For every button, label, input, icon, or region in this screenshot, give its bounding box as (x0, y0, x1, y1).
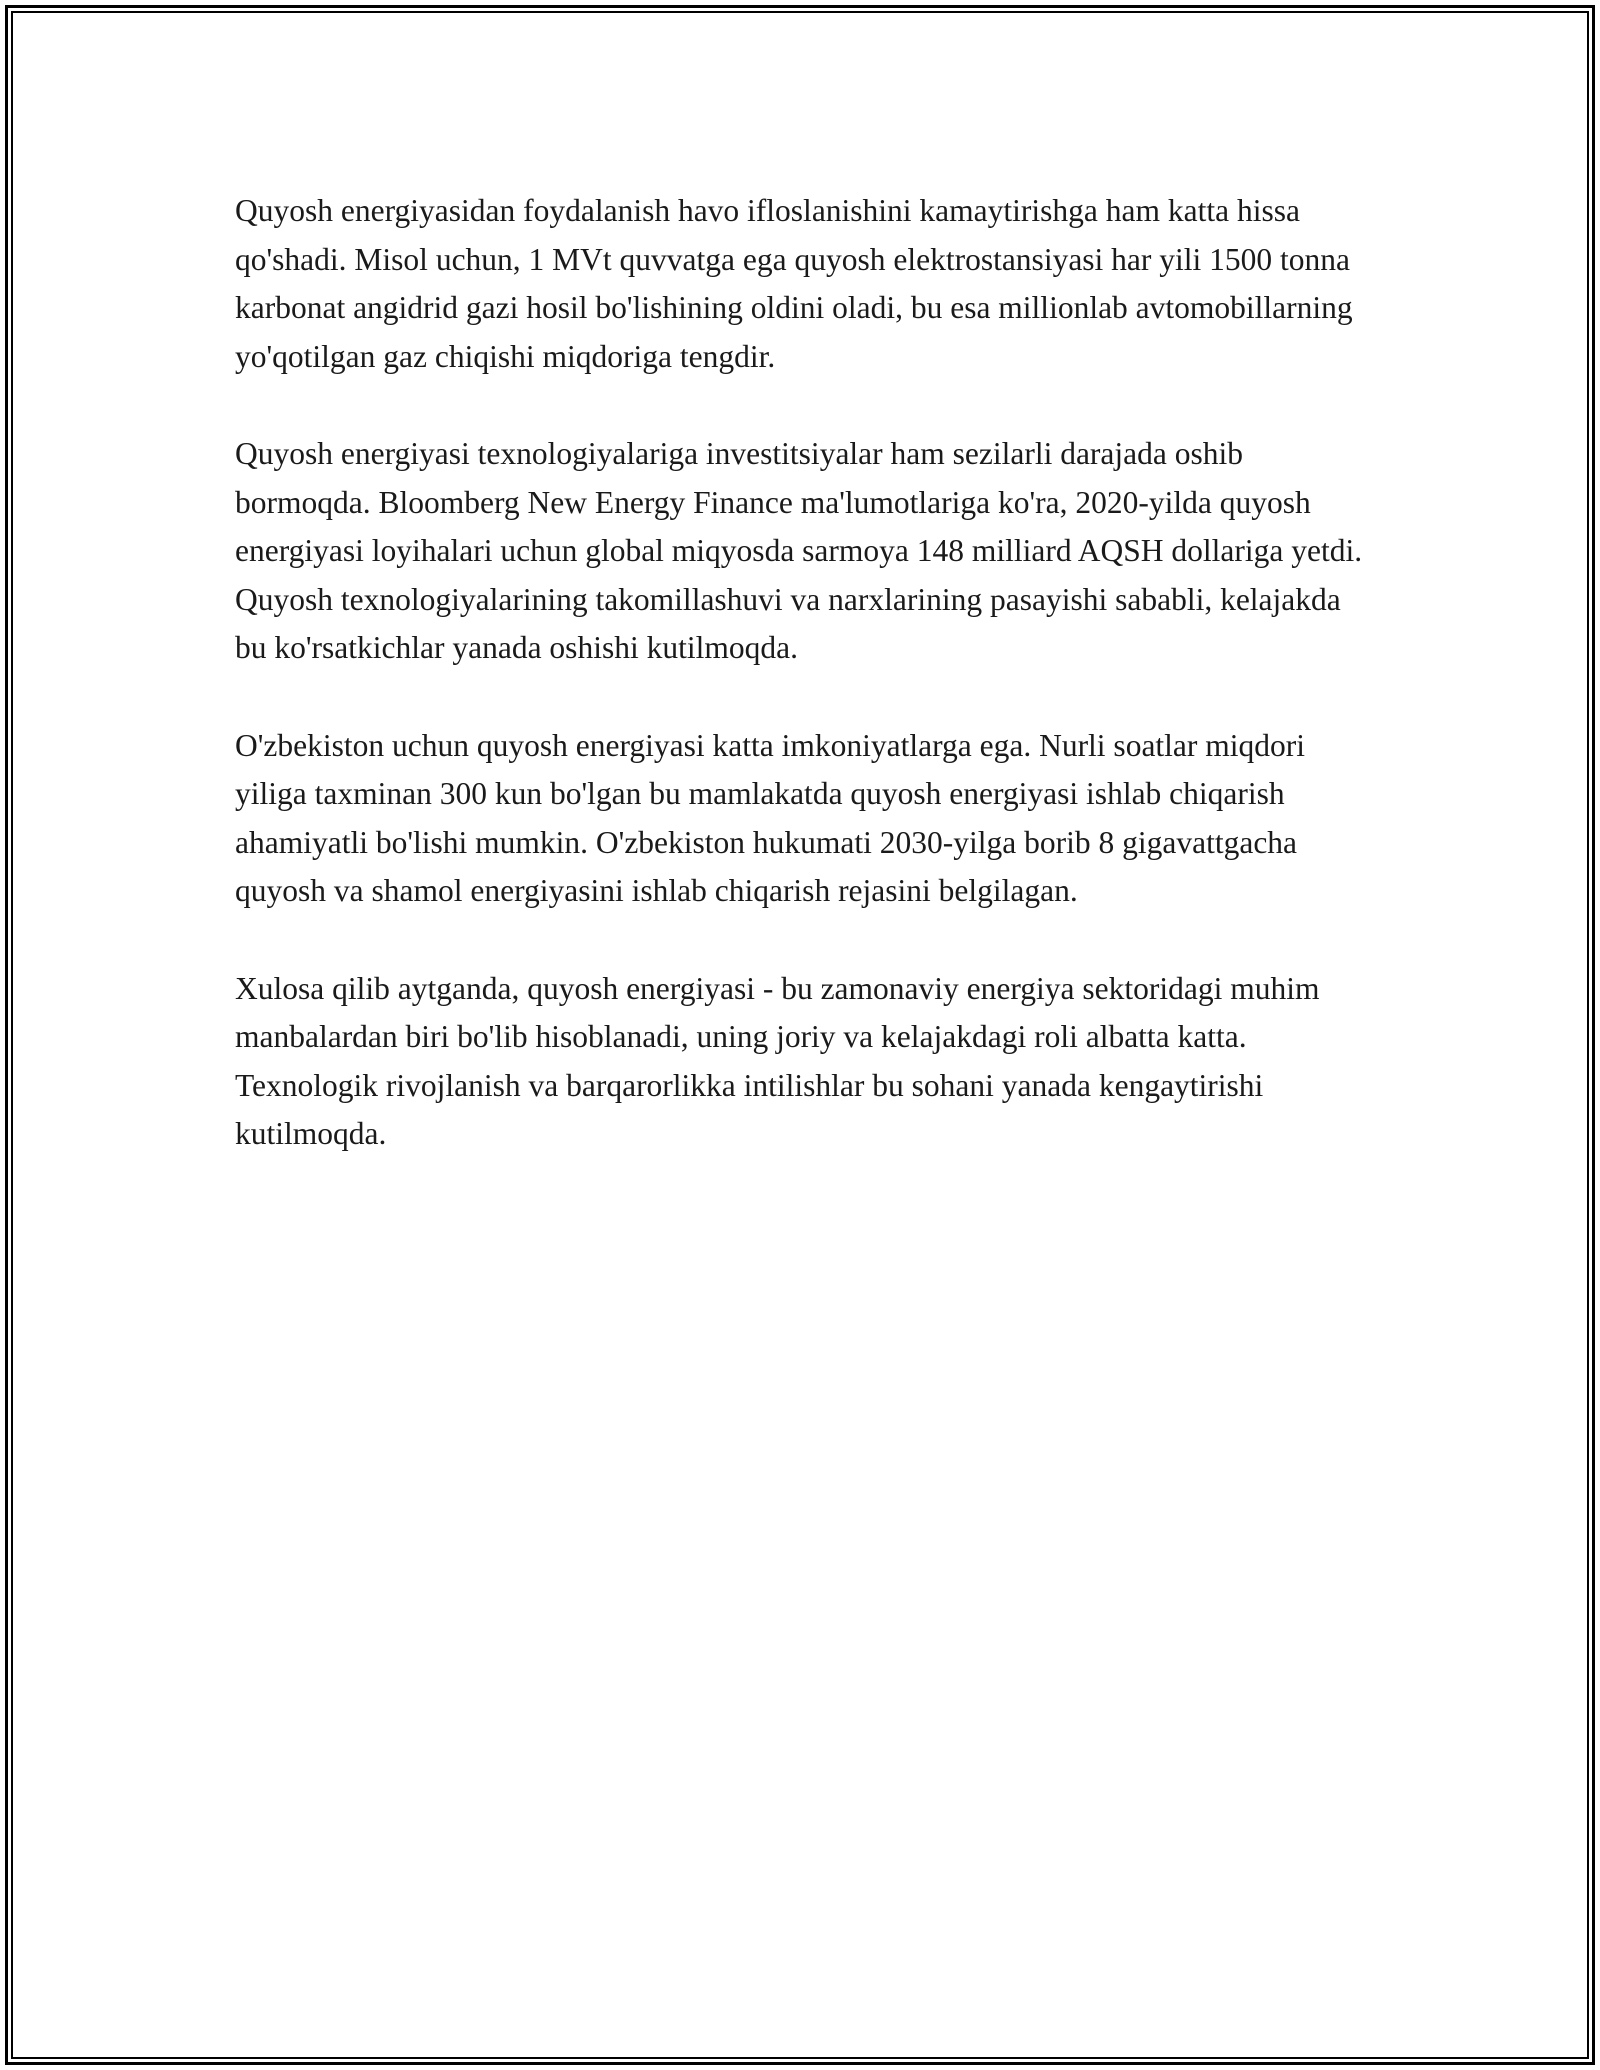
document-body (235, 187, 1375, 1207)
paragraph-investments: Quyosh energiyasi texnologiyalariga investitsiyalar ham sezilarli darajada oshib bormoqda. Bloomberg New Energy Finance ma'lumotlariga ko'ra, 2020-yilda quyosh energiyasi loyihalari uchun global miqyosda sarmoya 148 milliard AQSH dollariga yetdi. Quyosh texnologiyalarining takomillashuvi va narxlarining pasayishi sababli, kelajakda bu ko'rsatkichlar yanada oshishi kutilmoqda. (235, 435, 1363, 666)
paragraph-conclusion: Xulosa qilib aytganda, quyosh energiyasi - bu zamonaviy energiya sektoridagi muhim manbalardan biri bo'lib hisoblanadi, uning joriy va kelajakdagi roli albatta katta. Texnologik rivojlanish va barqarorlikka intilishlar bu sohani yanada kengaytirishi kutilmoqda. (235, 970, 1320, 1152)
paragraph-air-pollution: Quyosh energiyasidan foydalanish havo ifloslanishini kamaytirishga ham katta hissa qo'shadi. Misol uchun, 1 MVt quvvatga ega quyosh elektrostansiyasi har yili 1500 tonna karbonat angidrid gazi hosil bo'lishining oldini oladi, bu esa millionlab avtomobillarning yo'qotilgan gaz chiqishi miqdoriga tengdir. (235, 193, 1353, 374)
paragraph-uzbekistan: O'zbekiston uchun quyosh energiyasi katta imkoniyatlarga ega. Nurli soatlar miqdori yiliga taxminan 300 kun bo'lgan bu mamlakatda quyosh energiyasi ishlab chiqarish ahamiyatli bo'lishi mumkin. O'zbekiston hukumati 2030-yilga borib 8 gigavattgacha quyosh va shamol energiyasini ishlab chiqarish rejasini belgilagan. (235, 727, 1306, 909)
